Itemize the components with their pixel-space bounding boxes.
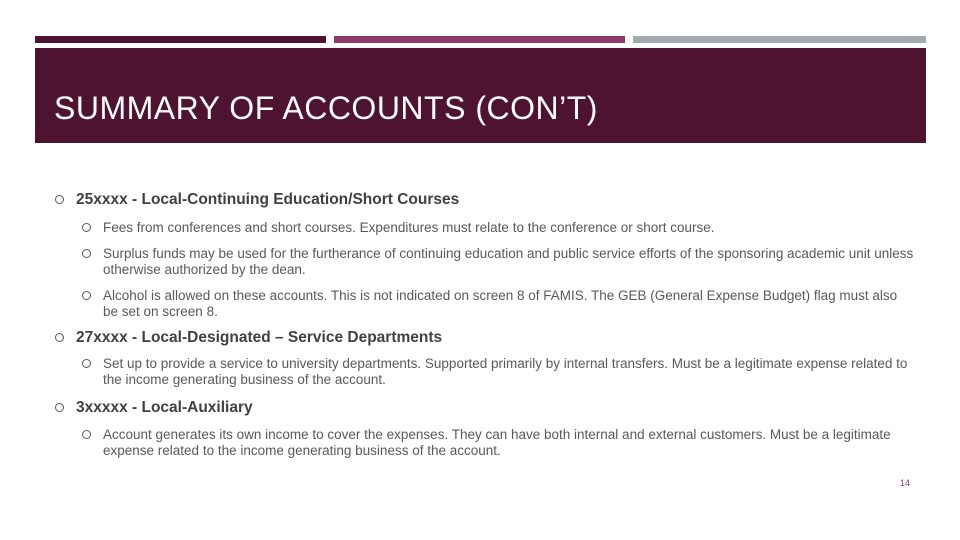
list-item-text: Fees from conferences and short courses. Expenditures must relate to the conference or short course. bbox=[103, 220, 715, 235]
circle-bullet-icon bbox=[82, 249, 91, 258]
list-item-text: Account generates its own income to cover the expenses. They can have both internal and external customers. Must be a legitimate expense related to the income generating business of the account. bbox=[103, 427, 891, 458]
circle-bullet-icon bbox=[55, 333, 64, 342]
accent-bar-dark bbox=[35, 36, 326, 43]
section-heading bbox=[55, 190, 915, 210]
slide-title: SUMMARY OF ACCOUNTS (CON’T) bbox=[54, 90, 598, 126]
list-item-text: Alcohol is allowed on these accounts. This is not indicated on screen 8 of FAMIS. The GEB (General Expense Budget) flag must also be set on screen 8. bbox=[103, 288, 898, 319]
list-item bbox=[82, 246, 915, 278]
list-item bbox=[82, 220, 915, 236]
page-number: 14 bbox=[899, 478, 910, 488]
list-item bbox=[82, 288, 915, 320]
list-item bbox=[82, 427, 915, 459]
accent-bar-plum bbox=[334, 36, 625, 43]
section-heading bbox=[55, 398, 915, 418]
circle-bullet-icon bbox=[82, 223, 91, 232]
section-heading bbox=[55, 328, 915, 348]
section-heading-text: 27xxxx - Local-Designated – Service Departments bbox=[76, 329, 443, 346]
circle-bullet-icon bbox=[55, 403, 64, 412]
list-item-text: Surplus funds may be used for the furtherance of continuing education and public service efforts of the sponsoring academic unit unless otherwise authorized by the dean. bbox=[103, 246, 914, 277]
circle-bullet-icon bbox=[82, 430, 91, 439]
section-heading-text: 25xxxx - Local-Continuing Education/Short Courses bbox=[76, 191, 460, 208]
circle-bullet-icon bbox=[82, 291, 91, 300]
circle-bullet-icon bbox=[82, 359, 91, 368]
list-item bbox=[82, 356, 915, 388]
slide-content bbox=[55, 190, 915, 459]
circle-bullet-icon bbox=[55, 195, 64, 204]
accent-bar-gray bbox=[633, 36, 926, 43]
title-band bbox=[35, 48, 926, 143]
section-heading-text: 3xxxxx - Local-Auxiliary bbox=[76, 399, 253, 416]
list-item-text: Set up to provide a service to university departments. Supported primarily by internal transfers. Must be a legitimate expense related to the income generating business of the account. bbox=[103, 356, 908, 387]
